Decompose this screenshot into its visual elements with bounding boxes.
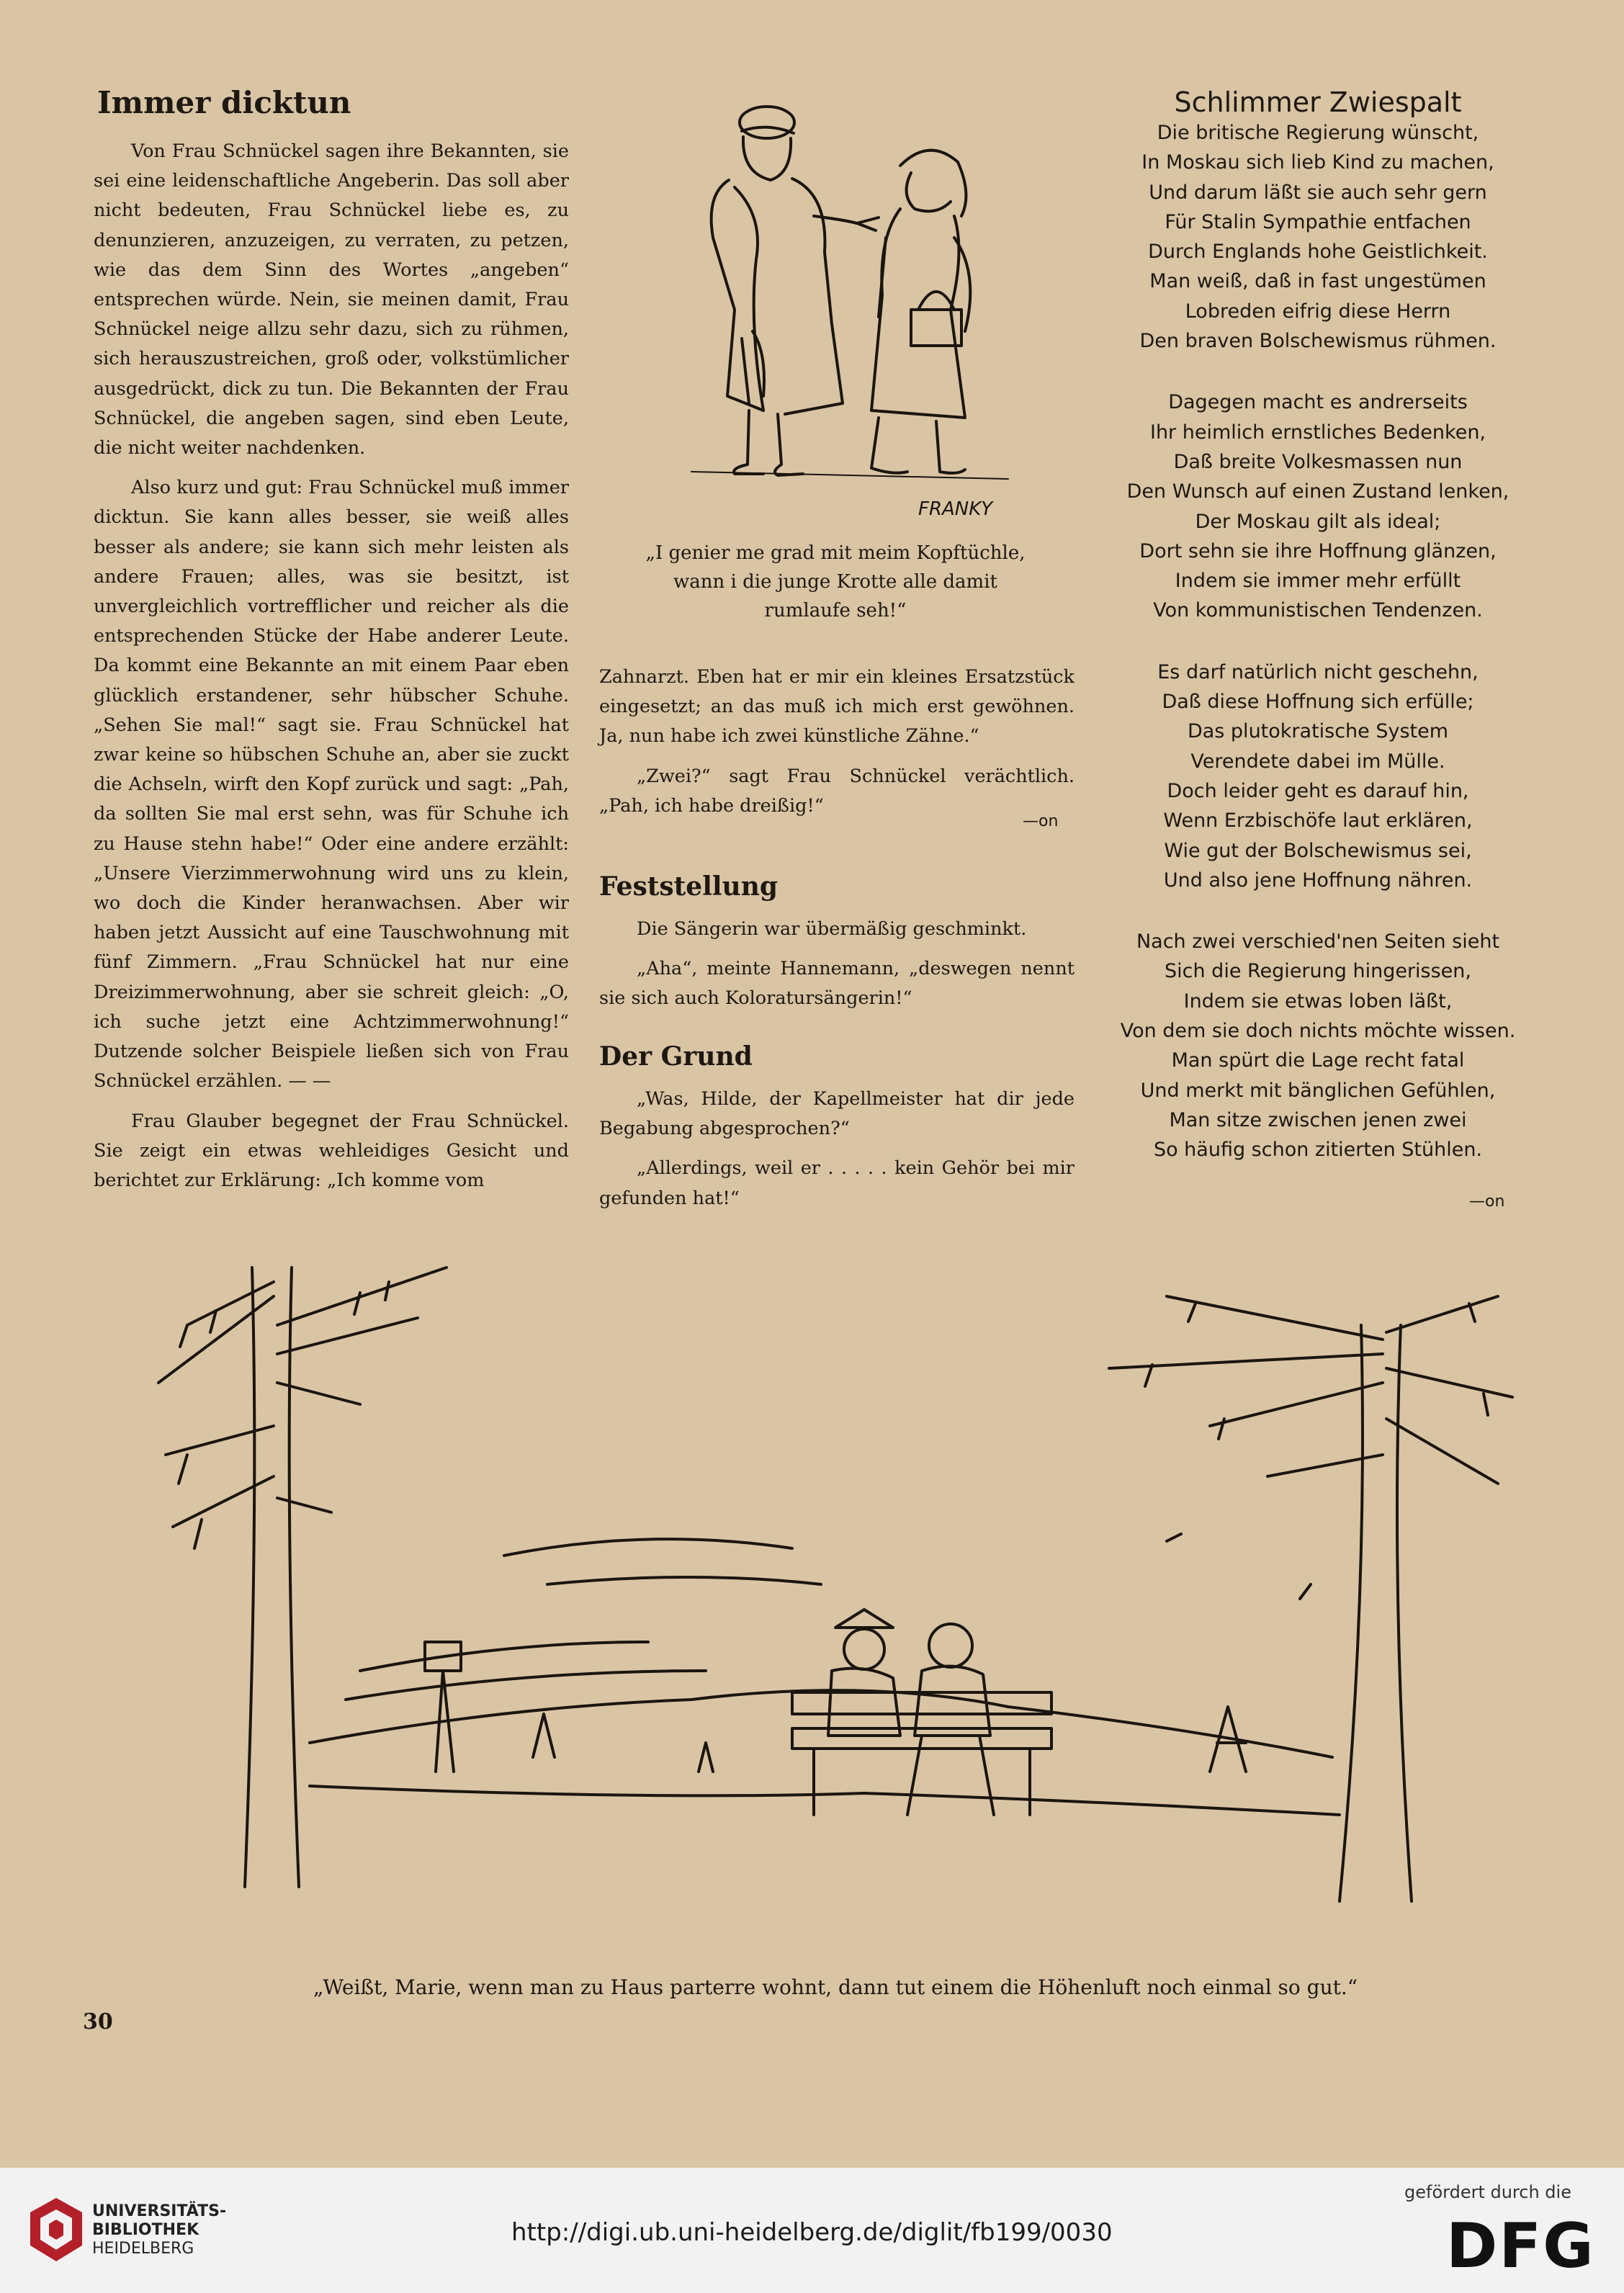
poem-title: Schlimmer Zwiespalt bbox=[1174, 86, 1462, 118]
poem-line: Und darum läßt sie auch sehr gern bbox=[1149, 181, 1487, 204]
poem-line: Man weiß, daß in fast ungestümen bbox=[1149, 270, 1486, 293]
poem-line: Man spürt die Lage recht fatal bbox=[1171, 1049, 1465, 1072]
article-der-grund-body bbox=[599, 1085, 1075, 1224]
dfg-logo: DFG bbox=[1446, 2210, 1595, 2282]
cartoon-artist-signature: FRANKY bbox=[918, 498, 993, 520]
library-name bbox=[92, 2202, 226, 2258]
poem-line: Wie gut der Bolschewismus sei, bbox=[1164, 839, 1472, 862]
poem-line: Und merkt mit bänglichen Gefühlen, bbox=[1140, 1079, 1496, 1102]
poem-line: Durch Englands hohe Geistlichkeit. bbox=[1148, 241, 1488, 264]
article-title-feststellung: Feststellung bbox=[599, 871, 779, 902]
poem-line: Den Wunsch auf einen Zustand lenken, bbox=[1126, 480, 1509, 503]
cartoon-two-women-caption: „I genier me grad mit meim Kopftüchle, wann i die junge Krotte alle damit rumlaufe seh!“ bbox=[645, 542, 1026, 622]
cartoon-two-women-illustration bbox=[663, 94, 1037, 526]
article-paragraph: Zahnarzt. Eben hat er mir ein kleines Ersatzstück eingesetzt; an das muß ich mich erst gewöhnen. Ja, nun habe ich zwei künstliche Zähne.“ bbox=[599, 666, 1075, 748]
article-signature: —on bbox=[1023, 812, 1059, 830]
poem-line: Daß breite Volkesmassen nun bbox=[1173, 450, 1463, 473]
article-feststellung-body bbox=[599, 915, 1075, 1024]
library-name-line: HEIDELBERG bbox=[92, 2240, 194, 2258]
funding-text: gefördert durch die bbox=[1404, 2182, 1571, 2202]
poem-line: Für Stalin Sympathie entfachen bbox=[1165, 210, 1471, 233]
cartoon-bench-caption: „Weißt, Marie, wenn man zu Haus parterre wohnt, dann tut einem die Höhenluft noch einmal so gut.“ bbox=[313, 1975, 1358, 1999]
article-paragraph: Also kurz und gut: Frau Schnückel muß immer dicktun. Sie kann alles besser, sie weiß alles besser als andere; sie kann sich mehr leisten als andere Frauen; alles, was sie besitzt, ist unvergleichlich vortrefflicher und reicher als die entsprechenden Stücke der Habe anderer Leute. Da kommt eine Bekannte an mit einem Paar eben glücklich erstandener, sehr hübscher Schuhe. „Sehen Sie mal!“ sagt sie. Frau Schnückel hat zwar keine so hübschen Schuhe an, aber sie zuckt die Achseln, wirft den Kopf zurück und sagt: „Pah, da sollten Sie mal erst sehn, was für Schuhe ich zu Hause stehn habe!“ Oder eine andere erzählt: „Unsere Vierzimmerwohnung wird uns zu klein, wo doch die Kinder heranwachsen. Aber wir haben jetzt Aussicht auf eine Tauschwohnung mit fünf Zimmern. „Frau Schnückel hat nur eine Dreizimmerwohnung, aber sie schreit gleich: „O, ich suche jetzt eine Achtzimmerwohnung!“ Dutzende solcher Beispiele ließen sich von Frau Schnückel erzählen. — — bbox=[94, 477, 569, 1092]
article-paragraph: „Zwei?“ sagt Frau Schnückel verächtlich. „Pah, ich habe dreißig!“ bbox=[599, 765, 1075, 817]
article-paragraph: Frau Glauber begegnet der Frau Schnückel. Sie zeigt ein etwas wehleidiges Gesicht und berichtet zur Erklärung: „Ich komme vom bbox=[94, 1110, 569, 1191]
poem-stanza bbox=[1102, 927, 1534, 1165]
poem-line: Doch leider geht es darauf hin, bbox=[1167, 779, 1469, 802]
poem-line: Indem sie immer mehr erfüllt bbox=[1175, 570, 1461, 593]
digitization-footer bbox=[0, 2168, 1624, 2293]
poem-line: Ihr heimlich ernstliches Bedenken, bbox=[1149, 421, 1486, 444]
poem-line: Die britische Regierung wünscht, bbox=[1157, 122, 1479, 144]
poem-stanza bbox=[1102, 658, 1534, 895]
poem-line: In Moskau sich lieb Kind zu machen, bbox=[1141, 151, 1494, 174]
library-name-line: BIBLIOTHEK bbox=[92, 2221, 199, 2239]
poem-line: Lobreden eifrig diese Herrn bbox=[1185, 300, 1451, 323]
poem-line: Verendete dabei im Mülle. bbox=[1190, 750, 1445, 773]
poem-line: Dagegen macht es andrerseits bbox=[1168, 391, 1468, 414]
poem-signature: —on bbox=[1469, 1193, 1505, 1211]
poem-body bbox=[1102, 118, 1534, 1197]
poem-stanza bbox=[1102, 387, 1534, 625]
poem-line: Von dem sie doch nichts möchte wissen. bbox=[1120, 1020, 1516, 1043]
poem-line: Der Moskau gilt als ideal; bbox=[1195, 510, 1441, 533]
article-paragraph: Die Sängerin war übermäßig geschminkt. bbox=[637, 918, 1027, 940]
article-paragraph: „Aha“, meinte Hannemann, „deswegen nennt sie sich auch Koloratursängerin!“ bbox=[599, 958, 1075, 1010]
article-immer-dicktun-body bbox=[94, 137, 569, 1206]
poem-line: Von kommunistischen Tendenzen. bbox=[1153, 599, 1483, 622]
article-immer-dicktun-continuation bbox=[599, 663, 1075, 831]
page-number: 30 bbox=[83, 2009, 113, 2034]
poem-line: Daß diese Hoffnung sich erfülle; bbox=[1162, 691, 1474, 714]
cartoon-bench-landscape-illustration bbox=[144, 1239, 1527, 1959]
poem-line: Nach zwei verschied'nen Seiten sieht bbox=[1136, 930, 1500, 953]
poem-line: Man sitze zwischen jenen zwei bbox=[1169, 1108, 1467, 1131]
poem-line: Wenn Erzbischöfe laut erklären, bbox=[1163, 809, 1473, 833]
poem-line: Es darf natürlich nicht geschehn, bbox=[1157, 660, 1479, 683]
article-paragraph: „Allerdings, weil er . . . . . kein Gehör bei mir gefunden hat!“ bbox=[599, 1157, 1075, 1209]
library-name-line: UNIVERSITÄTS- bbox=[92, 2202, 227, 2220]
article-paragraph: Von Frau Schnückel sagen ihre Bekannten, sie sei eine leidenschaftliche Angeberin. Das soll aber nicht bedeuten, Frau Schnückel liebe es, zu denunzieren, anzuzeigen, zu verraten, zu petzen, wie das dem Sinn des Wortes „angeben“ entsprechen würde. Nein, sie meinen damit, Frau Schnückel neige allzu sehr dazu, sich zu rühmen, sich herauszustreichen, groß oder, volkstümlicher ausgedrückt, dick zu tun. Die Bekannten der Frau Schnückel, die angeben sagen, sind eben Leute, die nicht weiter nachdenken. bbox=[94, 140, 569, 459]
poem-line: Und also jene Hoffnung nähren. bbox=[1163, 869, 1473, 892]
poem-line: Indem sie etwas loben läßt, bbox=[1183, 990, 1453, 1013]
library-logo-icon bbox=[27, 2195, 85, 2264]
article-title-immer-dicktun: Immer dicktun bbox=[97, 85, 351, 120]
poem-line: Das plutokratische System bbox=[1187, 720, 1449, 743]
poem-line: Dort sehn sie ihre Hoffnung glänzen, bbox=[1139, 539, 1497, 562]
source-url-link[interactable]: http://digi.ub.uni-heidelberg.de/diglit/fb199/0030 bbox=[511, 2218, 1113, 2247]
poem-stanza bbox=[1102, 118, 1534, 356]
poem-line: Den braven Bolschewismus rühmen. bbox=[1139, 330, 1497, 353]
article-title-der-grund: Der Grund bbox=[599, 1041, 753, 1072]
poem-line: Sich die Regierung hingerissen, bbox=[1165, 960, 1471, 983]
article-paragraph: „Was, Hilde, der Kapellmeister hat dir jede Begabung abgesprochen?“ bbox=[599, 1088, 1075, 1140]
poem-line: So häufig schon zitierten Stühlen. bbox=[1153, 1139, 1483, 1162]
